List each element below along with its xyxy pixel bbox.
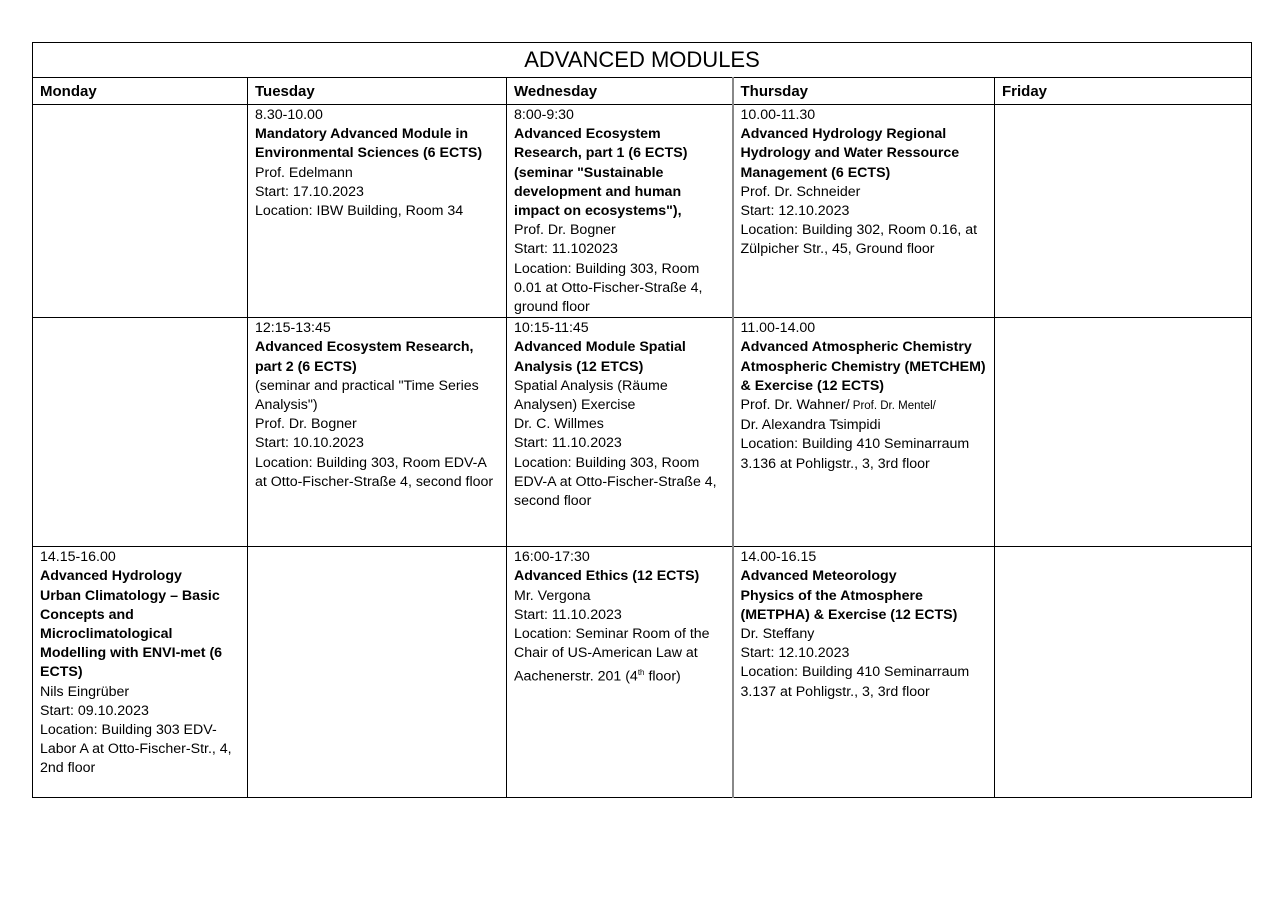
slot-tuesday-1	[248, 105, 507, 318]
course-time: 12:15-13:45	[255, 320, 331, 337]
course-location: Location: Building 303 EDV-Labor A at Otto-Fischer-Str., 4, 2nd floor	[40, 722, 232, 777]
slot-monday-1	[33, 105, 248, 318]
course-title: Mandatory Advanced Module in Environmental Sciences (6 ECTS)	[255, 126, 483, 162]
slot-wednesday-3	[507, 547, 733, 798]
course-time: 14.00-16.15	[740, 549, 817, 566]
slot-wednesday-1	[507, 105, 733, 318]
day-header-wednesday: Wednesday	[507, 78, 733, 105]
course-lecturer-small: Prof. Dr. Mentel/	[849, 400, 936, 413]
slot-monday-2	[33, 318, 248, 547]
course-location: Location: Building 302, Room 0.16, at Zülpicher Str., 45, Ground floor	[740, 222, 978, 258]
table-title: ADVANCED MODULES	[33, 43, 1252, 78]
course-time: 11.00-14.00	[740, 320, 816, 337]
course-lecturer: Prof. Dr. Schneider	[740, 183, 861, 200]
slot-friday-2	[995, 318, 1252, 547]
course-title: Advanced Ethics (12 ECTS)	[514, 568, 700, 585]
course-lecturer: Prof. Edelmann	[255, 164, 353, 181]
course-location: Location: Building 410 Seminarraum 3.136 at Pohligstr., 3, 3rd floor	[740, 436, 970, 472]
slot-thursday-2	[733, 318, 995, 547]
course-start: Start: 11.10.2023	[514, 435, 622, 452]
course-start: Start: 12.10.2023	[740, 203, 850, 220]
slot-tuesday-3	[248, 547, 507, 798]
course-lecturer: Prof. Dr. Bogner	[514, 222, 616, 239]
course-title-line2: Atmospheric Chemistry (METCHEM) & Exercise (12 ECTS)	[740, 358, 986, 394]
course-time: 8.30-10.00	[255, 107, 323, 123]
course-location: Location: Building 410 Seminarraum 3.137 at Pohligstr., 3, 3rd floor	[740, 664, 970, 700]
course-title: Advanced Hydrology Regional Hydrology and Water Ressource Management (6 ECTS)	[740, 126, 960, 181]
course-time: 14.15-16.00	[40, 549, 116, 566]
course-location-text: Location: Seminar Room of the Chair of US-American Law at Aachenerstr. 201 (4	[514, 626, 710, 686]
course-title-line1: Advanced Meteorology	[740, 568, 897, 585]
course-title-line1: Advanced Hydrology	[40, 568, 182, 585]
day-header-thursday: Thursday	[733, 78, 995, 105]
course-start: Start: 09.10.2023	[40, 702, 149, 719]
course-start: Start: 10.10.2023	[255, 435, 364, 452]
course-start: Start: 17.10.2023	[255, 183, 364, 200]
course-lecturer-main: Prof. Dr. Wahner/	[740, 397, 850, 414]
course-note: (seminar and practical "Time Series Analysis")	[255, 377, 479, 414]
course-location: Location: Building 303, Room EDV-A at Otto-Fischer-Straße 4, second floor	[255, 454, 494, 490]
course-time: 10:15-11:45	[514, 320, 589, 337]
course-lecturer: Nils Eingrüber	[40, 683, 130, 700]
slot-friday-1	[995, 105, 1252, 318]
course-location: Location: Building 303, Room 0.01 at Otto-Fischer-Straße 4, ground floor	[514, 260, 703, 316]
course-title: Advanced Module Spatial Analysis (12 ETCS)	[514, 339, 686, 375]
slot-wednesday-2	[507, 318, 733, 547]
course-start: Start: 11.102023	[514, 241, 618, 258]
course-location	[514, 625, 725, 687]
course-note: Spatial Analysis (Räume Analysen) Exercise	[514, 377, 668, 414]
slot-friday-3	[995, 547, 1252, 798]
slot-tuesday-2	[248, 318, 507, 547]
course-time: 8:00-9:30	[514, 107, 574, 123]
course-location-end: floor)	[644, 669, 681, 686]
day-header-tuesday: Tuesday	[248, 78, 507, 105]
course-lecturer: Prof. Dr. Bogner	[255, 416, 357, 433]
course-lecturer	[741, 396, 988, 416]
course-time: 16:00-17:30	[514, 549, 590, 566]
course-location-sup: th	[637, 668, 645, 678]
course-start: Start: 12.10.2023	[740, 645, 850, 662]
day-header-monday: Monday	[33, 78, 248, 105]
slot-monday-3	[33, 547, 248, 798]
course-title-line2: Physics of the Atmosphere (METPHA) & Exercise (12 ECTS)	[740, 587, 958, 623]
course-location: Location: Building 303, Room EDV-A at Otto-Fischer-Straße 4, second floor	[514, 454, 717, 510]
schedule-table	[32, 42, 1252, 798]
slot-thursday-3	[733, 547, 995, 798]
course-title: Advanced Ecosystem Research, part 2 (6 ECTS)	[255, 339, 474, 375]
course-title-line1: Advanced Atmospheric Chemistry	[740, 339, 972, 356]
course-lecturer: Dr. Steffany	[740, 626, 815, 643]
course-start: Start: 11.10.2023	[514, 606, 622, 623]
course-lecturer: Dr. C. Willmes	[514, 416, 604, 433]
day-header-friday: Friday	[995, 78, 1252, 105]
course-time: 10.00-11.30	[740, 107, 816, 123]
course-lecturer: Mr. Vergona	[514, 587, 591, 604]
course-title-line2: Urban Climatology – Basic Concepts and Microclimatological Modelling with ENVI-met (6 ECTS)	[40, 587, 223, 681]
course-location: Location: IBW Building, Room 34	[255, 203, 464, 220]
course-lecturer-line2: Dr. Alexandra Tsimpidi	[740, 417, 881, 434]
course-title: Advanced Ecosystem Research, part 1 (6 ECTS) (seminar "Sustainable development and human impact on ecosystems"),	[514, 126, 688, 220]
slot-thursday-1	[733, 105, 995, 318]
